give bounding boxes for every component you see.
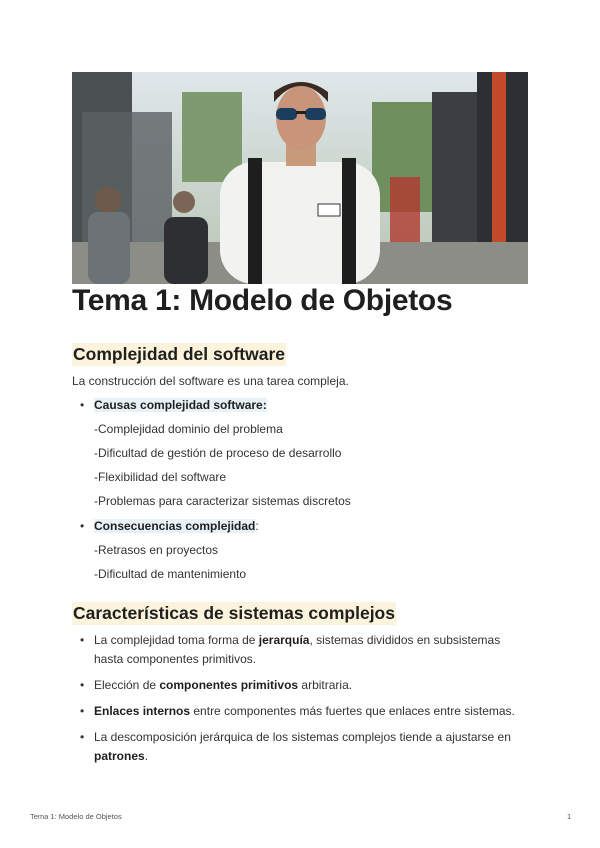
list-item — [72, 728, 532, 766]
bullet-icon: • — [80, 678, 85, 692]
bold-term: patrones — [94, 749, 145, 763]
bold-term: Enlaces internos — [94, 704, 191, 718]
text-segment: La complejidad toma forma de — [94, 633, 259, 647]
list-item — [72, 702, 532, 721]
bold-term: jerarquía — [258, 633, 310, 647]
list-item — [72, 631, 532, 669]
bullet-icon: • — [80, 398, 85, 412]
cause-item: -Problemas para caracterizar sistemas discretos — [94, 494, 351, 508]
text-segment: . — [144, 749, 149, 763]
section-heading-text: Complejidad del software — [73, 344, 285, 364]
list-item — [72, 396, 532, 511]
text-segment: Elección de — [94, 678, 160, 692]
consequence-item: -Retrasos en proyectos — [94, 543, 219, 557]
page-number: 1 — [567, 812, 572, 821]
page-title: Tema 1: Modelo de Objetos — [72, 284, 453, 317]
consequences-label: Consecuencias complejidad — [94, 519, 256, 533]
cause-item: -Complejidad dominio del problema — [94, 422, 283, 436]
consequence-item: -Dificultad de mantenimiento — [94, 567, 247, 581]
cover-photo — [72, 72, 528, 284]
complexity-list — [72, 396, 532, 584]
section-heading-complejidad — [72, 344, 286, 365]
characteristics-list — [72, 631, 532, 766]
list-item — [72, 517, 532, 584]
footer-title: Tema 1: Modelo de Objetos — [30, 812, 122, 821]
text-segment: arbitraria. — [298, 678, 353, 692]
list-item — [72, 676, 532, 695]
section-heading-caracteristicas — [72, 603, 396, 624]
intro-paragraph: La construcción del software es una tarea compleja. — [72, 374, 349, 388]
bullet-icon: • — [80, 704, 85, 718]
text-segment: La descomposición jerárquica de los sistemas complejos tiende a ajustarse en — [94, 730, 511, 744]
bullet-icon: • — [80, 519, 85, 533]
text-segment: , sistemas divididos en subsistemas hasta componentes primitivos. — [94, 633, 501, 666]
cause-item: -Dificultad de gestión de proceso de desarrollo — [94, 446, 342, 460]
bold-term: componentes primitivos — [159, 678, 299, 692]
causes-label: Causas complejidad software: — [94, 398, 267, 412]
section-heading-text: Características de sistemas complejos — [73, 603, 395, 623]
bullet-icon: • — [80, 730, 85, 744]
cause-item: -Flexibilidad del software — [94, 470, 227, 484]
consequences-colon: : — [255, 519, 259, 533]
text-segment: entre componentes más fuertes que enlaces entre sistemas. — [190, 704, 515, 718]
bullet-icon: • — [80, 633, 85, 647]
